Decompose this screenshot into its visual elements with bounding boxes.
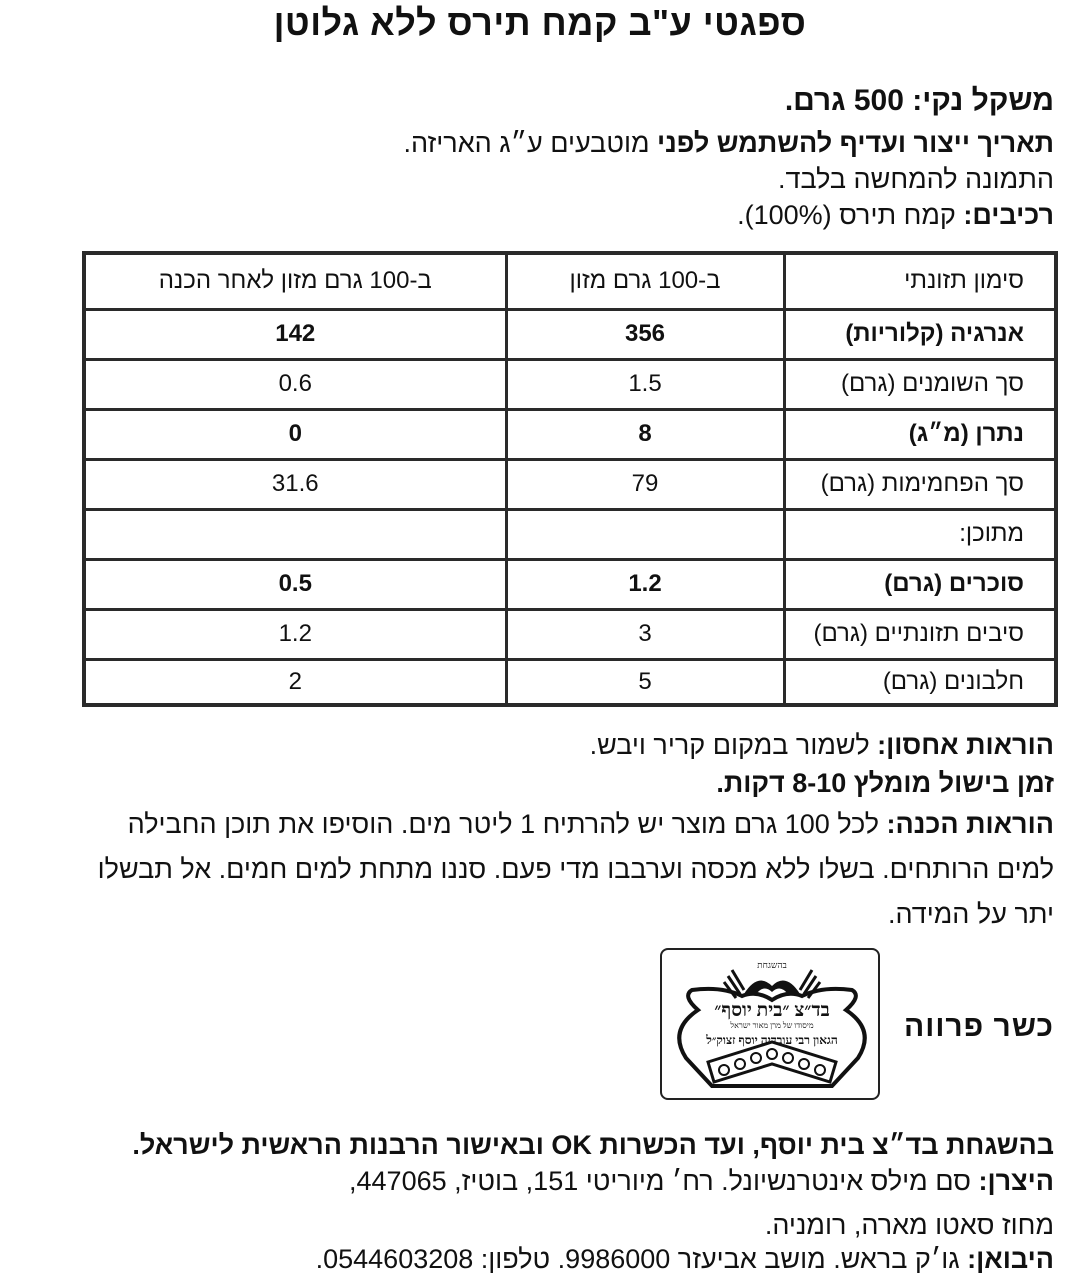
- importer: [316, 1244, 1054, 1275]
- table-row: [84, 659, 1056, 705]
- row-cooked: 0: [84, 409, 506, 459]
- row-cooked: 0.5: [84, 559, 506, 609]
- date-note-label: תאריך ייצור ועדיף להשתמש לפני: [657, 128, 1054, 158]
- beit-yosef-seal-icon: [662, 950, 878, 1098]
- date-note-value: מוטבעים ע״ג האריזה.: [403, 128, 658, 158]
- table-row: [84, 609, 1056, 659]
- prep-instructions: [94, 802, 1054, 937]
- ingredients-label: רכיבים:: [963, 200, 1054, 230]
- table-row: [84, 559, 1056, 609]
- svg-text:מיסודו של מרן מאור ישראל: מיסודו של מרן מאור ישראל: [730, 1021, 814, 1030]
- row-label: נתרן (מ״ג): [784, 409, 1056, 459]
- row-label: סך השומנים (גרם): [784, 359, 1056, 409]
- row-per100: 1.2: [506, 559, 784, 609]
- table-row: [84, 509, 1056, 559]
- supervision-note: בהשגחת בד״צ בית יוסף, ועד הכשרות OK ובאישור הרבנות הראשית לישראל.: [132, 1130, 1054, 1160]
- row-per100: 356: [506, 309, 784, 359]
- row-cooked: 31.6: [84, 459, 506, 509]
- table-row: [84, 409, 1056, 459]
- table-row: [84, 459, 1056, 509]
- date-note: [403, 128, 1054, 159]
- manufacturer: [349, 1166, 1054, 1197]
- row-label: סך הפחמימות (גרם): [784, 459, 1056, 509]
- net-weight: משקל נקי: 500 גרם.: [784, 84, 1054, 117]
- row-label: חלבונים (גרם): [784, 659, 1056, 705]
- svg-text:הגאון רבי עובדיה יוסף זצוק״ל: הגאון רבי עובדיה יוסף זצוק״ל: [706, 1033, 838, 1047]
- row-cooked: [84, 509, 506, 559]
- manufacturer-address-line2: מחוז סאטו מארה, רומניה.: [764, 1210, 1054, 1240]
- importer-label: היבואן:: [967, 1244, 1054, 1274]
- row-cooked: 142: [84, 309, 506, 359]
- row-cooked: 2: [84, 659, 506, 705]
- storage-value: לשמור במקום קריר ויבש.: [589, 730, 878, 760]
- manufacturer-value: סם מילס אינטרנשיונל. רח׳ מיוריטי 151, בוטיז, 447065,: [349, 1166, 979, 1196]
- header-cooked: ב-100 גרם מזון לאחר הכנה: [84, 253, 506, 309]
- prep-value: לכל 100 גרם מוצר יש להרתיח 1 ליטר מים. הוסיפו את תוכן החבילה למים הרותחים. בשלו ללא מכסה וערבבו מדי פעם. סננו מתחת למים חמים. אל תבשלו יתר על המידה.: [97, 809, 1054, 929]
- row-cooked: 1.2: [84, 609, 506, 659]
- svg-text:בהשגחת: בהשגחת: [757, 960, 787, 970]
- row-cooked: 0.6: [84, 359, 506, 409]
- table-row: [84, 359, 1056, 409]
- importer-value: גו׳ק בראש. מושב אביעזר 9986000. טלפון: 0544603208.: [315, 1244, 968, 1274]
- ingredients-value: קמח תירס (100%).: [737, 200, 964, 230]
- table-row: [84, 309, 1056, 359]
- header-per100: ב-100 גרם מזון: [506, 253, 784, 309]
- row-label: מתוכן:: [784, 509, 1056, 559]
- row-per100: 8: [506, 409, 784, 459]
- row-per100: 1.5: [506, 359, 784, 409]
- manufacturer-label: היצרן:: [978, 1166, 1054, 1196]
- row-per100: [506, 509, 784, 559]
- header-label: סימון תזונתי: [784, 253, 1056, 309]
- row-label: סיבים תזונתיים (גרם): [784, 609, 1056, 659]
- row-per100: 3: [506, 609, 784, 659]
- row-label: אנרגיה (קלוריות): [784, 309, 1056, 359]
- table-header-row: [84, 253, 1056, 309]
- image-note: התמונה להמחשה בלבד.: [778, 164, 1054, 194]
- cooking-time: זמן בישול מומלץ 8-10 דקות.: [716, 768, 1054, 798]
- ingredients: [737, 200, 1054, 231]
- row-per100: 79: [506, 459, 784, 509]
- svg-text:בד״צ ״בית יוסף״: בד״צ ״בית יוסף״: [714, 1000, 830, 1021]
- prep-label: הוראות הכנה:: [886, 809, 1054, 839]
- product-title: ספגטי ע"ב קמח תירס ללא גלוטן: [273, 2, 807, 43]
- kosher-certification-logo: [660, 948, 880, 1100]
- row-label: סוכרים (גרם): [784, 559, 1056, 609]
- storage-instructions: [590, 730, 1054, 761]
- storage-label: הוראות אחסון:: [877, 730, 1054, 760]
- kosher-parve-label: כשר פרווה: [904, 1010, 1054, 1043]
- row-per100: 5: [506, 659, 784, 705]
- nutrition-table: [82, 251, 1058, 707]
